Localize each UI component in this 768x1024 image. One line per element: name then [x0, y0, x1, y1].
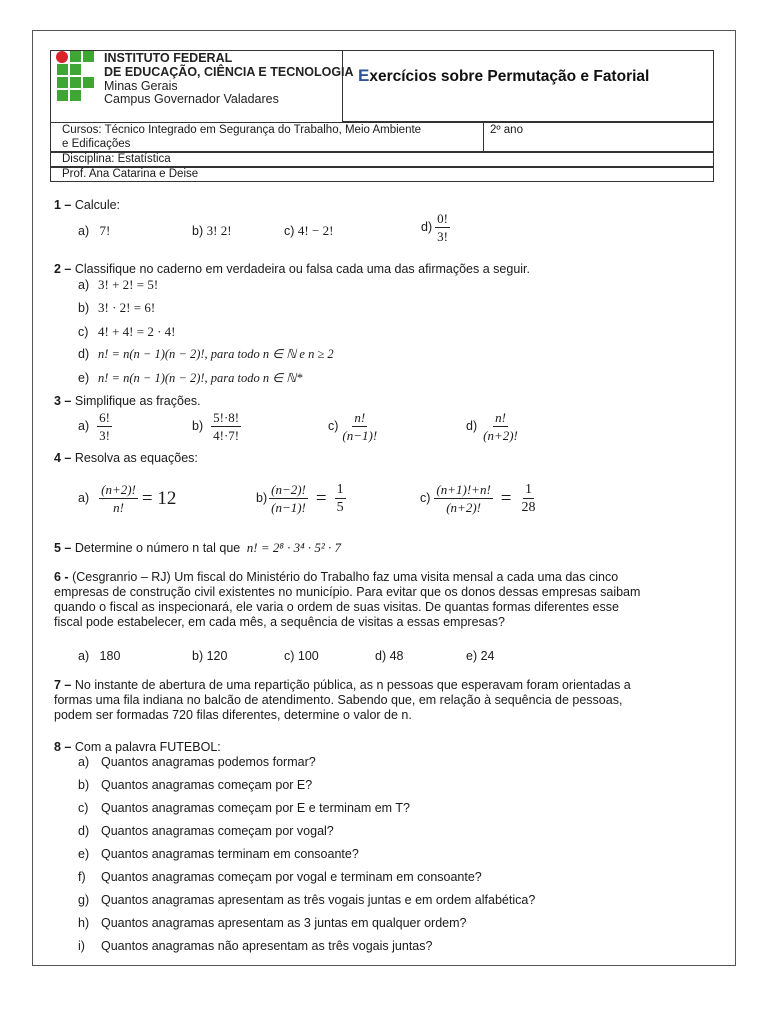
item-text: Quantos anagramas apresentam as três vogais juntas e em ordem alfabética? [101, 893, 536, 907]
question-7-text [54, 678, 714, 723]
question-prompt: Com a palavra FUTEBOL: [74, 740, 221, 754]
question-expression: n! = 2⁸ · 3⁴ · 5² · 7 [246, 540, 342, 555]
item-text: Quantos anagramas começam por E? [101, 778, 313, 792]
q6-option-e [466, 649, 495, 664]
item-text: Quantos anagramas terminam em consoante? [101, 847, 359, 861]
equals-sign: = [500, 488, 512, 509]
line-text: No instante de abertura de uma repartição pública, as n pessoas que esperavam foram orientadas a [74, 678, 631, 692]
question-2-heading [54, 262, 530, 277]
equals-sign: = [315, 488, 327, 509]
item-expression: n! = n(n − 1)(n − 2)!, para todo n ∈ ℕ* [98, 371, 303, 385]
option-label: d) [466, 419, 478, 433]
option-expression: 3! 2! [206, 223, 232, 238]
q6-option-d [375, 649, 404, 664]
question-number: 1 – [54, 198, 72, 212]
q8-item-d [78, 824, 334, 839]
courses-line1: Cursos: Técnico Integrado em Segurança do Trabalho, Meio Ambiente [62, 124, 422, 136]
question-1-heading [54, 198, 120, 213]
fraction-numerator: 6! [99, 410, 110, 425]
fraction-numerator: n! [495, 410, 506, 425]
question-5 [54, 540, 341, 556]
item-label: f) [78, 870, 86, 884]
logo-square [70, 90, 81, 101]
option-label: b) [256, 491, 268, 505]
q3-option-d [466, 410, 520, 443]
option-label: a) [78, 649, 90, 663]
option-label: b) [192, 419, 204, 433]
logo-square [57, 77, 68, 88]
option-value: 100 [297, 649, 319, 663]
q8-item-b [78, 778, 312, 793]
q6-option-b [192, 649, 227, 664]
logo-square [83, 77, 94, 88]
fraction-denominator: 4!·7! [213, 428, 240, 443]
fraction-numerator: 0! [437, 211, 448, 226]
option-label: c) [328, 419, 339, 433]
item-text: Quantos anagramas começam por E e terminam em T? [101, 801, 410, 815]
fraction [335, 482, 346, 515]
professors-label: Prof. Ana Catarina e Deise [62, 168, 199, 180]
q2-item-c [78, 324, 175, 340]
fraction-denominator: (n+2)! [446, 500, 481, 515]
question-number: 8 – [54, 740, 72, 754]
institute-name-line4: Campus Governador Valadares [104, 92, 279, 106]
option-label: e) [466, 649, 478, 663]
option-label: a) [78, 224, 90, 238]
option-value: 48 [389, 649, 404, 663]
question-prompt: Simplifique as frações. [74, 394, 201, 408]
option-expression: 4! − 2! [297, 223, 334, 238]
fraction-denominator: (n−1)! [271, 500, 306, 515]
item-text: Quantos anagramas não apresentam as três vogais juntas? [101, 939, 433, 953]
fraction-denominator: n! [113, 500, 124, 515]
q8-item-h [78, 916, 467, 931]
q1-option-a [78, 223, 110, 239]
item-label: i) [78, 939, 85, 953]
fraction [520, 482, 538, 515]
fraction-denominator: 28 [521, 500, 536, 515]
equation-rhs: = 12 [141, 488, 177, 509]
q8-item-c [78, 801, 410, 816]
fraction [340, 410, 379, 443]
fraction-numerator: n! [354, 410, 366, 425]
fraction-denominator: (n+2)! [483, 428, 518, 443]
option-label: c) [420, 491, 431, 505]
question-prompt: Classifique no caderno em verdadeira ou falsa cada uma das afirmações a seguir. [74, 262, 530, 276]
q4-equation-b [256, 482, 346, 515]
q2-item-d [78, 347, 334, 362]
discipline-label: Disciplina: Estatística [62, 153, 171, 165]
option-expression: 7! [99, 223, 111, 238]
paragraph-line: formas uma fila indiana no balcão de atendimento. Sabendo que, em relação à sequência de pessoas, [54, 693, 623, 707]
institute-name-line2: DE EDUCAÇÃO, CIÊNCIA E TECNOLOGIA [104, 65, 354, 79]
q8-item-e [78, 847, 359, 862]
q8-item-a [78, 755, 316, 770]
fraction-numerator: (n+1)!+n! [436, 482, 491, 497]
fraction [481, 410, 520, 443]
question-4-heading [54, 451, 198, 466]
q3-option-c [328, 410, 379, 443]
item-expression: 3! + 2! = 5! [98, 277, 159, 292]
q4-equation-c [420, 482, 538, 515]
question-number: 3 – [54, 394, 72, 408]
fraction [269, 482, 308, 515]
fraction [434, 482, 492, 515]
q4-equation-a [78, 482, 176, 515]
q8-item-i [78, 939, 432, 954]
paragraph-line [54, 570, 714, 585]
question-number: 6 - [54, 570, 69, 584]
q2-item-b [78, 300, 155, 316]
question-number: 2 – [54, 262, 72, 276]
option-label: a) [78, 419, 90, 433]
fraction-denominator: 5 [336, 500, 344, 515]
item-text: Quantos anagramas podemos formar? [101, 755, 316, 769]
paragraph-line [54, 678, 714, 693]
question-number: 7 – [54, 678, 72, 692]
fraction-denominator: (n−1)! [342, 428, 378, 443]
q3-option-b [192, 410, 241, 443]
q6-option-c [284, 649, 319, 664]
item-label: e) [78, 847, 90, 861]
title-cell [342, 50, 714, 122]
item-label: a) [78, 278, 90, 292]
question-prompt: Resolva as equações: [74, 451, 198, 465]
question-number: 4 – [54, 451, 72, 465]
fraction-denominator: 3! [99, 428, 110, 443]
item-text: Quantos anagramas apresentam as 3 juntas em qualquer ordem? [101, 916, 467, 930]
item-label: a) [78, 755, 90, 769]
q8-item-f [78, 870, 482, 885]
option-value: 120 [206, 649, 228, 663]
option-value: 24 [480, 649, 495, 663]
courses-line2: e Edificações [62, 138, 131, 150]
item-label: b) [78, 778, 90, 792]
page-title [358, 66, 649, 86]
paragraph-line: empresas de construção civil existentes no município. Para evitar que os donos dessas empresas saibam [54, 585, 641, 599]
institute-name-line3: Minas Gerais [104, 79, 178, 93]
paragraph-line: fiscal pode estabelecer, em cada mês, a sequência de visitas a essas empresas? [54, 615, 505, 629]
logo-square [83, 51, 94, 62]
question-3-heading [54, 394, 201, 409]
institute-logo [55, 49, 103, 105]
option-value: 180 [99, 649, 121, 663]
q6-option-a [78, 649, 120, 664]
logo-square [57, 90, 68, 101]
logo-square [70, 64, 81, 75]
paragraph-line: podem ser formadas 720 filas diferentes, determine o valor de n. [54, 708, 412, 722]
option-label: b) [192, 224, 204, 238]
fraction-numerator: 1 [336, 482, 344, 497]
item-label: e) [78, 371, 90, 385]
fraction-numerator: (n−2)! [271, 482, 306, 497]
logo-square [57, 64, 68, 75]
fraction-numerator: 1 [525, 482, 533, 497]
item-label: h) [78, 916, 90, 930]
item-label: c) [78, 801, 89, 815]
item-text: Quantos anagramas começam por vogal? [101, 824, 334, 838]
line-text: (Cesgranrio – RJ) Um fiscal do Ministério do Trabalho faz uma visita mensal a cada uma das cinco [72, 570, 619, 584]
option-label: d) [375, 649, 387, 663]
item-label: b) [78, 301, 90, 315]
option-label: c) [284, 224, 295, 238]
institute-name-line1: INSTITUTO FEDERAL [104, 51, 233, 65]
fraction [435, 211, 450, 244]
fraction [99, 482, 138, 515]
item-label: d) [78, 347, 90, 361]
fraction-denominator: 3! [437, 229, 448, 244]
question-prompt: Determine o número n tal que [74, 541, 241, 555]
item-label: d) [78, 824, 90, 838]
option-label: a) [78, 491, 90, 505]
item-label: g) [78, 893, 90, 907]
q1-option-d [421, 211, 450, 244]
fraction [211, 410, 241, 443]
item-expression: n! = n(n − 1)(n − 2)!, para todo n ∈ ℕ e n ≥ 2 [98, 347, 334, 361]
fraction [97, 410, 112, 443]
question-6-text [54, 570, 714, 630]
paragraph-line: quando o fiscal as inspecionará, ele varia o ordem de suas visitas. De quantas formas diferentes esse [54, 600, 619, 614]
q2-item-e [78, 371, 303, 386]
option-label: c) [284, 649, 295, 663]
question-number: 5 – [54, 541, 72, 555]
q1-option-c [284, 223, 333, 239]
fraction-numerator: 5!·8! [213, 410, 240, 425]
item-text: Quantos anagramas começam por vogal e terminam em consoante? [101, 870, 482, 884]
year-label: 2º ano [490, 124, 523, 136]
q8-item-g [78, 893, 535, 908]
q3-option-a [78, 410, 112, 443]
q2-item-a [78, 277, 158, 293]
logo-square [70, 77, 81, 88]
q1-option-b [192, 223, 232, 239]
question-8-heading [54, 740, 221, 755]
option-label: d) [421, 220, 433, 234]
item-expression: 4! + 4! = 2 · 4! [98, 324, 176, 339]
item-label: c) [78, 325, 89, 339]
page-title-initial: E [358, 66, 370, 85]
logo-red-circle [56, 51, 68, 63]
option-label: b) [192, 649, 204, 663]
fraction-numerator: (n+2)! [101, 482, 136, 497]
page-title-rest: xercícios sobre Permutação e Fatorial [369, 68, 650, 85]
logo-square [70, 51, 81, 62]
question-prompt: Calcule: [74, 198, 121, 212]
item-expression: 3! · 2! = 6! [98, 300, 156, 315]
